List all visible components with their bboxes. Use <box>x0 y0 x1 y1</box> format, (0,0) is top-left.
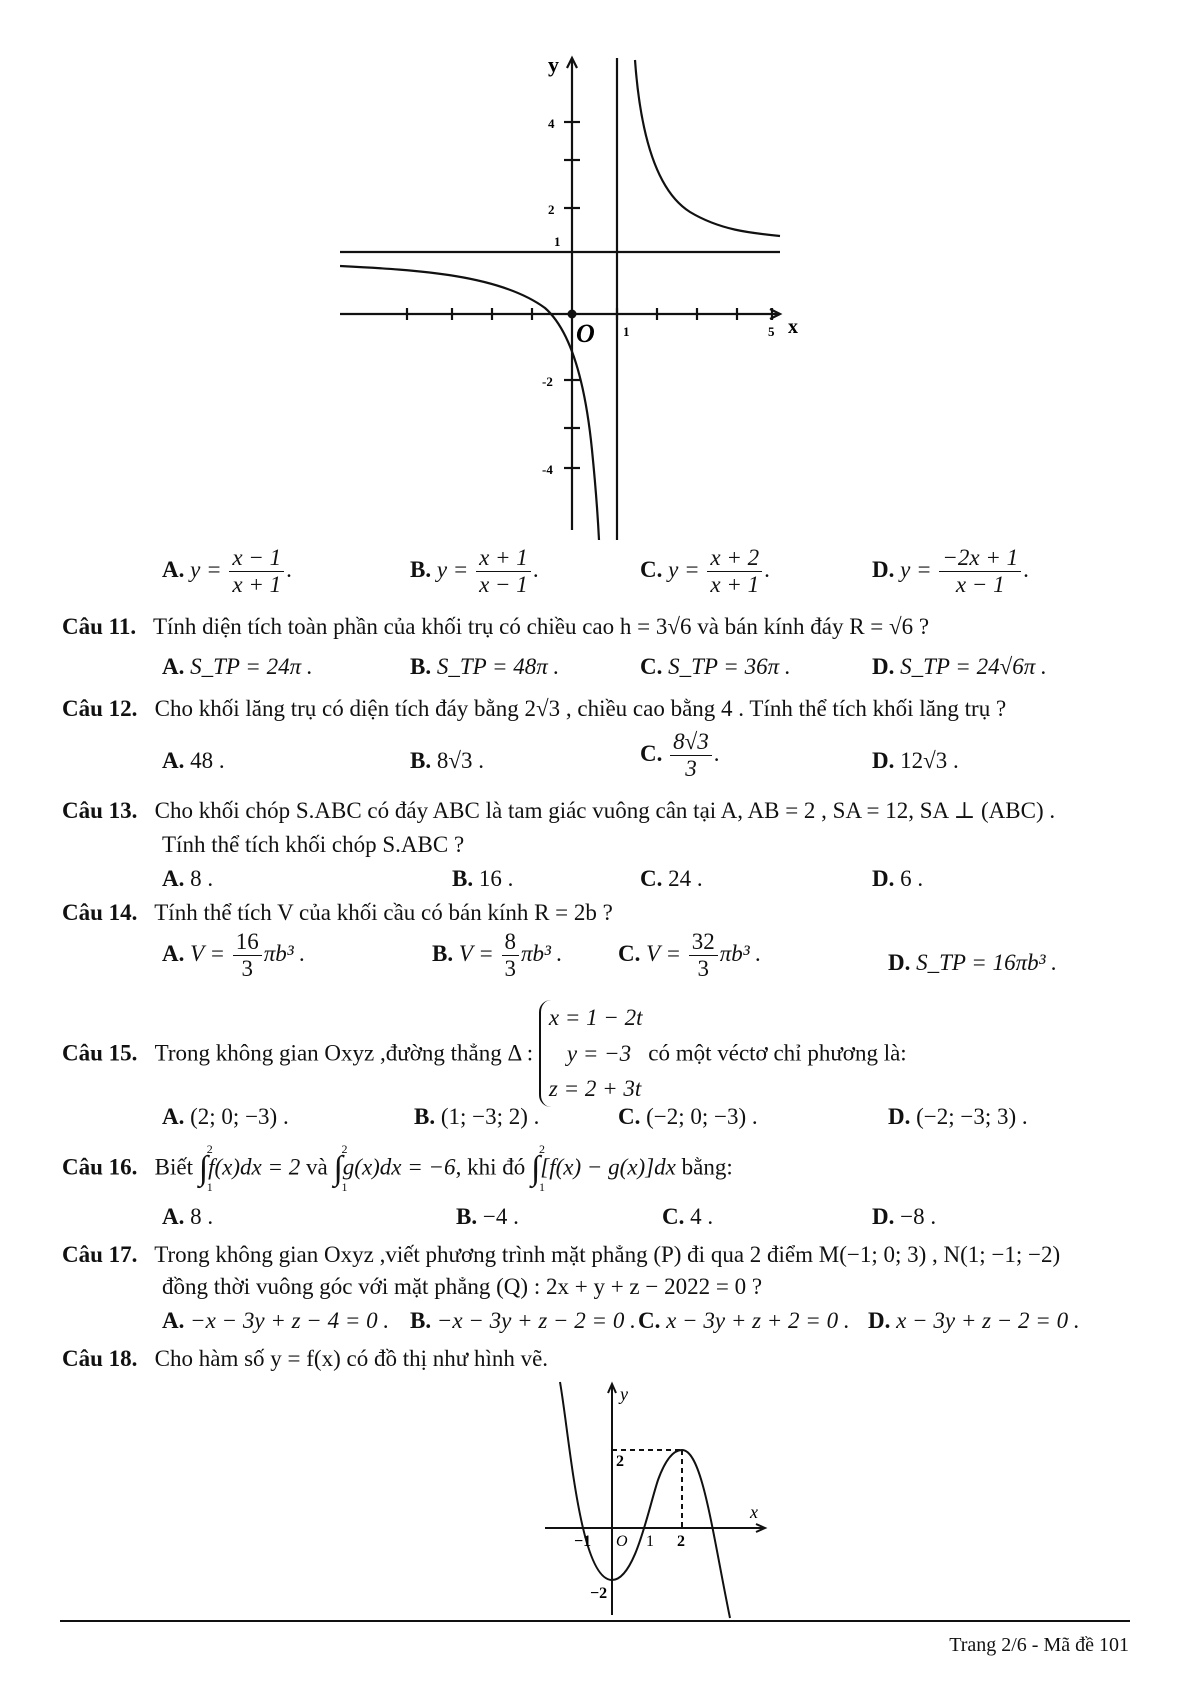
page-footer: Trang 2/6 - Mã đề 101 <box>949 1634 1129 1656</box>
q13-option-b[interactable]: B. 16 . <box>452 866 514 891</box>
q17-label: Câu 17. <box>62 1242 138 1267</box>
q13-text-line1: Cho khối chóp S.ABC có đáy ABC là tam giác vuông cân tại A, AB = 2 , SA = 12, SA ⊥ (ABC) . <box>154 798 1056 823</box>
label-x-2: 2 <box>677 1533 685 1550</box>
hyperbola-graph <box>340 50 840 540</box>
q11-option-d[interactable]: D. S_TP = 24√6π . <box>872 654 1047 679</box>
q15-text-after: có một véctơ chỉ phương là: <box>648 1040 907 1066</box>
origin-label: O <box>616 1533 628 1550</box>
q17-option-d[interactable]: D. x − 3y + z − 2 = 0 . <box>868 1308 1080 1333</box>
q17-question <box>62 1242 1060 1268</box>
q10-option-c[interactable]: C. y = $\frac{x + 2}{x + 1}$ . <box>640 545 770 598</box>
origin-label: O <box>576 319 595 348</box>
q15-text-before: Trong không gian Oxyz ,đường thẳng Δ : <box>154 1040 534 1066</box>
q12-option-a[interactable]: A. 48 . <box>162 748 225 773</box>
hyperbola-left-branch <box>340 266 599 540</box>
q12-option-d[interactable]: D. 12√3 . <box>872 748 959 773</box>
integral-sign-1: ∫ 2 1 <box>198 1142 213 1194</box>
q15-line-system: x = 1 − 2t y = −3 z = 2 + 3t <box>539 1000 643 1107</box>
y-tick-1: 1 <box>554 234 561 249</box>
q14-option-b[interactable]: B. V = $\frac{8}{3}$ πb³ . <box>432 929 563 982</box>
hyperbola-right-branch <box>635 60 780 236</box>
q13-text-line2: Tính thể tích khối chóp S.ABC ? <box>162 832 465 857</box>
q14-question <box>62 900 613 926</box>
q12-text: Cho khối lăng trụ có diện tích đáy bằng 2√3 , chiều cao bằng 4 . Tính thể tích khối lăng trụ ? <box>154 696 1007 721</box>
q18-label: Câu 18. <box>62 1346 138 1371</box>
cubic-curve <box>560 1382 730 1618</box>
q12-question <box>62 696 1006 722</box>
q13-option-a[interactable]: A. 8 . <box>162 866 214 891</box>
q16-option-a[interactable]: A. 8 . <box>162 1204 214 1229</box>
q16-label: Câu 16. <box>62 1154 138 1180</box>
q11-option-b[interactable]: B. S_TP = 48π . <box>410 654 560 679</box>
q17-option-c[interactable]: C. x − 3y + z + 2 = 0 . <box>638 1308 850 1333</box>
q11-question <box>62 614 929 640</box>
y-tick-neg2: -2 <box>542 374 553 389</box>
q12-option-b[interactable]: B. 8√3 . <box>410 748 484 773</box>
label-x-neg1: −1 <box>574 1533 592 1550</box>
q14-label: Câu 14. <box>62 900 138 925</box>
q18-text: Cho hàm số y = f(x) có đồ thị như hình vẽ. <box>154 1346 549 1371</box>
q14-option-a[interactable]: A. V = $\frac{16}{3}$ πb³ . <box>162 929 306 982</box>
q14-option-c[interactable]: C. V = $\frac{32}{3}$ πb³ . <box>618 929 762 982</box>
y-tick-4: 4 <box>548 116 555 131</box>
q10-option-b[interactable]: B. y = $\frac{x + 1}{x - 1}$ . <box>410 545 539 598</box>
q15-option-a[interactable]: A. (2; 0; −3) . <box>162 1104 289 1129</box>
q11-option-c[interactable]: C. S_TP = 36π . <box>640 654 791 679</box>
q15-option-c[interactable]: C. (−2; 0; −3) . <box>618 1104 758 1129</box>
q15-option-b[interactable]: B. (1; −3; 2) . <box>414 1104 540 1129</box>
q10-option-d[interactable]: D. y = $\frac{-2x + 1}{x - 1}$ . <box>872 545 1029 598</box>
q13-option-d[interactable]: D. 6 . <box>872 866 924 891</box>
q13-option-c[interactable]: C. 24 . <box>640 866 703 891</box>
q17-text-line1: Trong không gian Oxyz ,viết phương trình mặt phẳng (P) đi qua 2 điểm M(−1; 0; 3) , N(1; −1; −2) <box>154 1242 1061 1267</box>
y-tick-2: 2 <box>548 202 555 217</box>
q15-option-d[interactable]: D. (−2; −3; 3) . <box>888 1104 1028 1129</box>
y-axis-label: y <box>620 1384 628 1404</box>
q14-text: Tính thể tích V của khối cầu có bán kính R = 2b ? <box>154 900 613 925</box>
q16-option-c[interactable]: C. 4 . <box>662 1204 714 1229</box>
integral-sign-3: ∫ 2 1 <box>530 1142 545 1194</box>
q12-label: Câu 12. <box>62 696 138 721</box>
q15-question <box>62 1000 907 1107</box>
x-axis-label: x <box>788 316 798 338</box>
q17-option-a[interactable]: A. −x − 3y + z − 4 = 0 . <box>162 1308 390 1333</box>
label-x-1: 1 <box>646 1533 654 1550</box>
x-tick-5: 5 <box>768 324 775 339</box>
x-axis-label: x <box>750 1502 758 1522</box>
q11-label: Câu 11. <box>62 614 137 639</box>
q16-option-b[interactable]: B. −4 . <box>456 1204 519 1229</box>
q11-text: Tính diện tích toàn phần của khối trụ có chiều cao h = 3√6 và bán kính đáy R = √6 ? <box>152 614 930 639</box>
label-y-neg2: −2 <box>590 1585 608 1602</box>
q15-label: Câu 15. <box>62 1040 138 1066</box>
footer-rule <box>60 1620 1130 1622</box>
x-tick-1: 1 <box>623 324 630 339</box>
q16-option-d[interactable]: D. −8 . <box>872 1204 937 1229</box>
q16-question: Câu 16. Biết ∫ 2 1 f(x)dx = 2 và ∫ 2 1 g(x)dx = −6, khi đó ∫ 2 1 [f(x) − g(x)]dx bằng: <box>62 1142 733 1194</box>
q12-option-c[interactable]: C. $\frac{8√3}{3}$ . <box>640 729 720 782</box>
q10-option-a[interactable]: A. y = $\frac{x - 1}{x + 1}$ . <box>162 545 292 598</box>
q11-option-a[interactable]: A. S_TP = 24π . <box>162 654 313 679</box>
q13-question <box>62 798 1055 824</box>
label-y-2: 2 <box>616 1453 624 1470</box>
cubic-graph <box>540 1380 780 1620</box>
q17-text-line2: đồng thời vuông góc với mặt phẳng (Q) : 2x + y + z − 2022 = 0 ? <box>162 1274 763 1299</box>
integral-sign-2: ∫ 2 1 <box>333 1142 348 1194</box>
q13-label: Câu 13. <box>62 798 138 823</box>
q17-option-b[interactable]: B. −x − 3y + z − 2 = 0 . <box>410 1308 636 1333</box>
y-axis-label: y <box>548 52 559 77</box>
y-tick-neg4: -4 <box>542 462 553 477</box>
q18-question <box>62 1346 548 1372</box>
q14-option-d[interactable]: D. S_TP = 16πb³ . <box>888 950 1057 975</box>
